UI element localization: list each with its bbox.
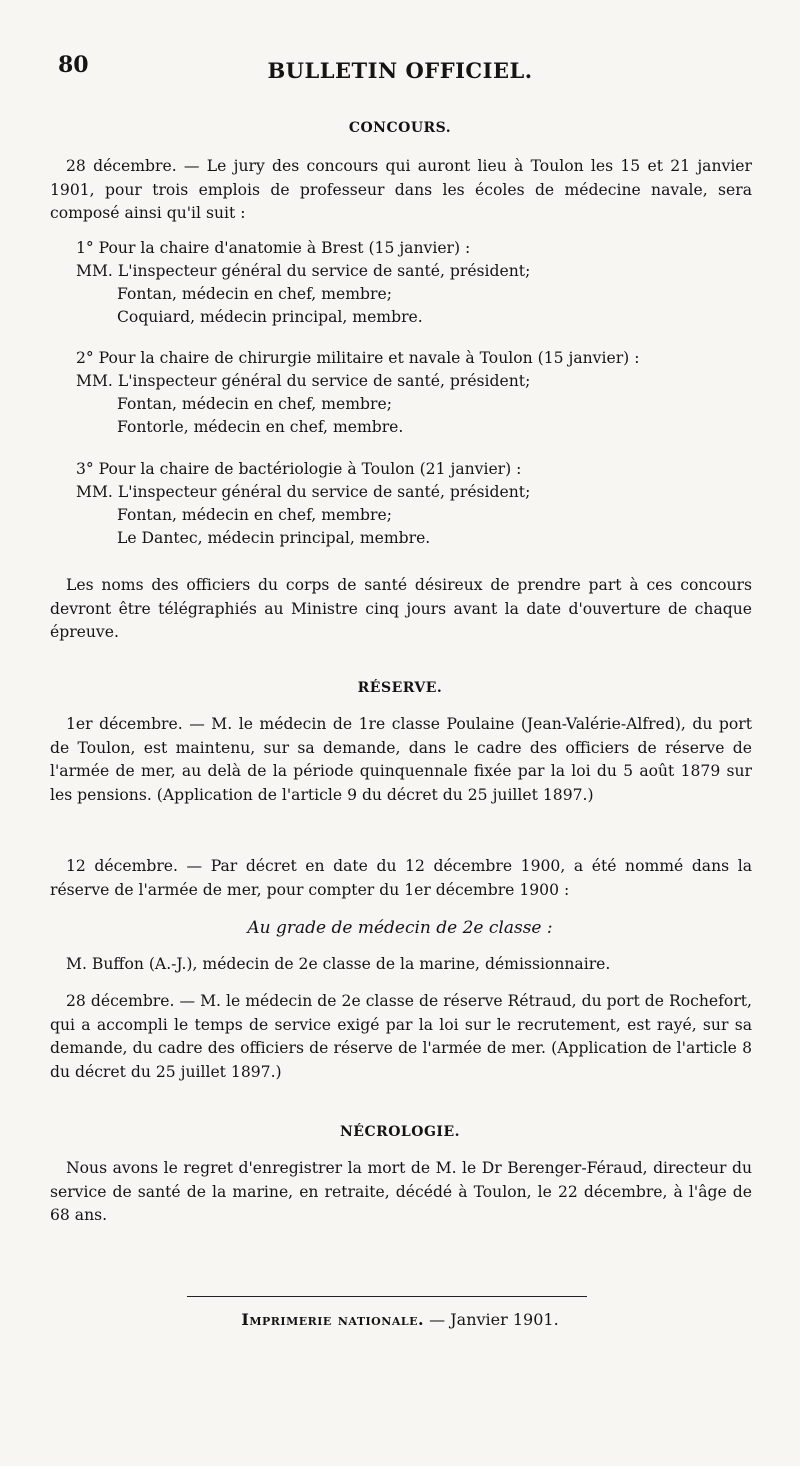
chair-1-member-president: MM. L'inspecteur général du service de santé, président; <box>76 262 531 280</box>
necrologie-paragraph <box>50 1157 752 1228</box>
chair-1-member-3: Coquiard, médecin principal, membre. <box>117 308 423 326</box>
grade-heading: Au grade de médecin de 2e classe : <box>247 918 553 938</box>
chair-1-title: 1° Pour la chaire d'anatomie à Brest (15 janvier) : <box>76 239 471 257</box>
page-number: 80 <box>58 52 89 78</box>
chair-2-member-president: MM. L'inspecteur général du service de santé, président; <box>76 372 531 390</box>
printer-imprint <box>0 1310 800 1329</box>
concours-closing-text: Les noms des officiers du corps de santé désireux de prendre part à ces concours devront être télégraphiés au Ministre cinq jours avant la date d'ouverture de chaque épreuve. <box>50 576 752 641</box>
footer-rule <box>187 1296 587 1297</box>
reserve-paragraph-4 <box>50 990 752 1084</box>
reserve-paragraph-2 <box>50 855 752 902</box>
chair-3-member-2: Fontan, médecin en chef, membre; <box>117 506 392 524</box>
chair-2-member-2: Fontan, médecin en chef, membre; <box>117 395 392 413</box>
reserve-paragraph-3-text: M. Buffon (A.-J.), médecin de 2e classe de la marine, démissionnaire. <box>66 955 611 973</box>
reserve-paragraph-3 <box>50 953 752 977</box>
necrologie-paragraph-text: Nous avons le regret d'enregistrer la mort de M. le Dr Berenger-Féraud, directeur du service de santé de la marine, en retraite, décédé à Toulon, le 22 décembre, à l'âge de 68 ans. <box>50 1159 752 1224</box>
chair-2-title: 2° Pour la chaire de chirurgie militaire et navale à Toulon (15 janvier) : <box>76 349 640 367</box>
chair-3-member-3: Le Dantec, médecin principal, membre. <box>117 529 431 547</box>
running-head-title: BULLETIN OFFICIEL. <box>267 58 533 83</box>
reserve-paragraph-1 <box>50 713 752 807</box>
imprint-date: Janvier 1901. <box>450 1310 559 1329</box>
chair-3-member-president: MM. L'inspecteur général du service de santé, président; <box>76 483 531 501</box>
chair-1-member-2: Fontan, médecin en chef, membre; <box>117 285 392 303</box>
printer-name: Imprimerie nationale. <box>241 1310 425 1329</box>
concours-intro-paragraph <box>50 155 752 226</box>
reserve-paragraph-2-text: 12 décembre. — Par décret en date du 12 décembre 1900, a été nommé dans la réserve de l'armée de mer, pour compter du 1er décembre 1900 : <box>50 857 752 899</box>
reserve-paragraph-4-text: 28 décembre. — M. le médecin de 2e classe de réserve Rétraud, du port de Rochefort, qui a accompli le temps de service exigé par la loi sur le recrutement, est rayé, sur sa demande, du cadre des officiers de réserve de l'armée de mer. (Application de l'article 8 du décret du 25 juillet 1897.) <box>50 992 752 1081</box>
section-heading-reserve: RÉSERVE. <box>357 680 443 696</box>
concours-intro-text: 28 décembre. — Le jury des concours qui auront lieu à Toulon les 15 et 21 janvier 1901, pour trois emplois de professeur dans les écoles de médecine navale, sera composé ainsi qu'il suit : <box>50 157 752 222</box>
imprint-separator: — <box>429 1310 446 1329</box>
chair-3-title: 3° Pour la chaire de bactériologie à Toulon (21 janvier) : <box>76 460 522 478</box>
reserve-paragraph-1-text: 1er décembre. — M. le médecin de 1re classe Poulaine (Jean-Valérie-Alfred), du port de Toulon, est maintenu, sur sa demande, dans le cadre des officiers de réserve de l'armée de mer, au delà de la période quinquennale fixée par la loi du 5 août 1879 sur les pensions. (Application de l'article 9 du décret du 25 juillet 1897.) <box>50 715 752 804</box>
section-heading-concours: CONCOURS. <box>348 120 452 136</box>
section-heading-necrologie: NÉCROLOGIE. <box>339 1124 461 1140</box>
concours-closing-paragraph <box>50 574 752 645</box>
chair-2-member-3: Fontorle, médecin en chef, membre. <box>117 418 404 436</box>
